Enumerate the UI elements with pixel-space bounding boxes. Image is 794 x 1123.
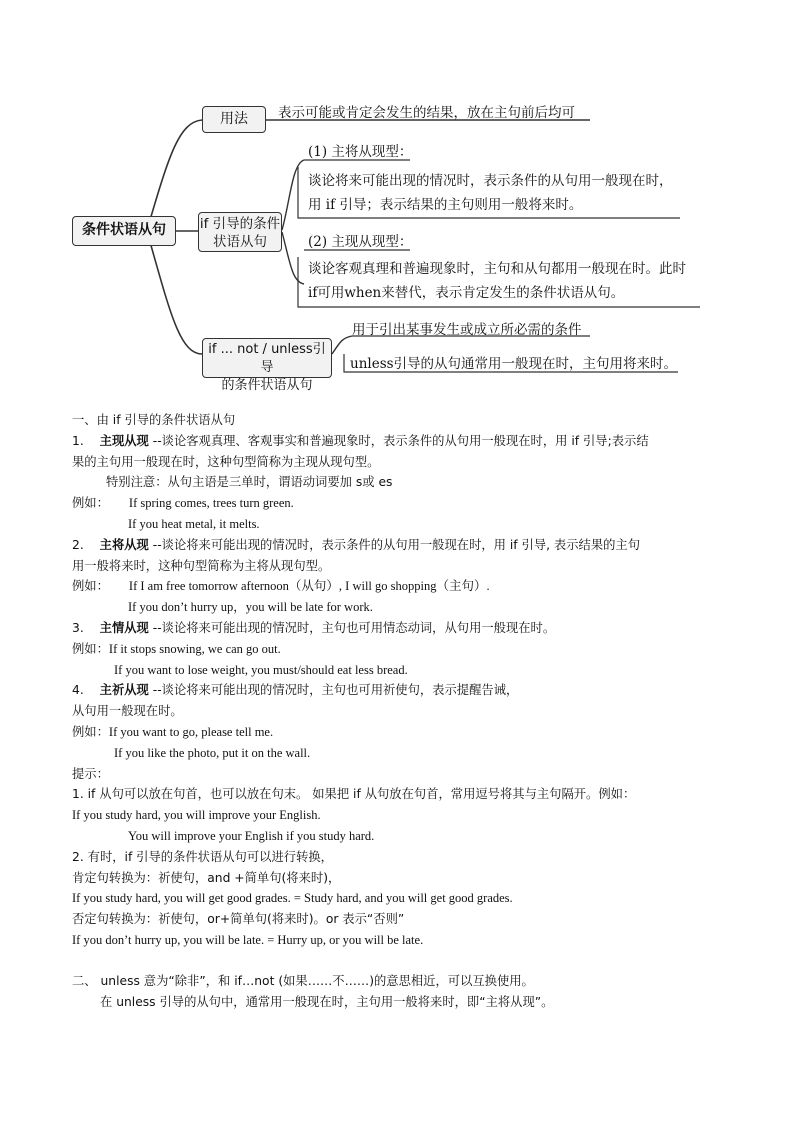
item2-example1 [72, 576, 732, 597]
tip2: 2. 有时，if 引导的条件状语从句可以进行转换， [72, 849, 333, 864]
if-clause-label-line1: if 引导的条件 [199, 216, 281, 232]
item1-example-label: 例如： [72, 496, 109, 511]
unless-node [202, 338, 332, 393]
item4-example2: If you like the photo, put it on the wall. [114, 745, 311, 760]
type1-line2: 用 if 引导；表示结果的主句则用一般将来时。 [308, 196, 583, 213]
item2-example-label: 例如： [72, 579, 109, 594]
type1-line1: 谈论将来可能出现的情况时，表示条件的从句用一般现在时， [308, 173, 673, 189]
item4-line2: 从句用一般现在时。 [72, 704, 183, 719]
item4-example1-text: If you want to go, please tell me. [108, 724, 274, 739]
unless-text1: 用于引出某事发生或成立所必需的条件 [352, 322, 582, 338]
item2-example2: If you don’t hurry up，you will be late for work. [128, 600, 373, 615]
item4-text-a: --谈论将来可能出现的情况时，主句也可用祈使句，表示提醒告诫， [148, 683, 519, 698]
item2-title: 主将从现 [99, 537, 149, 552]
item3-line1 [72, 618, 732, 639]
item3-example1-text: If it stops snowing, we can go out. [108, 641, 281, 656]
item3-text: --谈论将来可能出现的情况时，主句也可用情态动词，从句用一般现在时。 [148, 620, 556, 635]
unless-text2: unless引导的从句通常用一般现在时，主句用将来时。 [350, 356, 678, 372]
tip2-negative: 否定句转换为：祈使句，or+简单句(将来时)。or 表示“否则” [72, 912, 405, 927]
section2-line1: 二、 unless 意为“除非”，和 if…not (如果……不……)的意思相近，可以互换使用。 [72, 973, 534, 988]
tip1-example2: You will improve your English if you study hard. [128, 828, 375, 843]
item1-example1-text: If spring comes, trees turn green. [128, 496, 294, 511]
item4-example1 [72, 722, 732, 743]
tips-label: 提示： [72, 766, 109, 781]
item3-number: 3. [72, 620, 84, 635]
item3-example-label: 例如： [72, 641, 109, 656]
item3-example1 [72, 639, 732, 660]
mind-map-root [72, 216, 176, 246]
item4-number: 4. [72, 683, 84, 698]
usage-node [202, 106, 266, 133]
item2-line2: 用一般将来时，这种句型简称为主将从现句型。 [72, 558, 331, 573]
unless-label-line2: 的条件状语从句 [221, 378, 313, 393]
type2-line2: if可用when来替代，表示肯定发生的条件状语从句。 [308, 284, 625, 301]
tip1: 1. if 从句可以放在句首，也可以放在句末。 如果把 if 从句放在句首，常用逗号将其与主句隔开。例如： [72, 787, 636, 802]
unless-label-line1: if ... not / unless引导 [208, 342, 326, 375]
type2-line1: 谈论客观真理和普遍现象时，主句和从句都用一般现在时。此时 [308, 261, 686, 277]
type2-title: (2) 主现从现型： [308, 234, 413, 250]
tip2-negative-example: If you don’t hurry up, you will be late. = Hurry up, or you will be late. [72, 932, 424, 947]
if-clause-label-line2: 状语从句 [213, 234, 267, 250]
item1-note: 特别注意：从句主语是三单时，谓语动词要加 s或 es [106, 475, 393, 490]
item3-title: 主情从现 [99, 620, 149, 635]
section2-line2: 在 unless 引导的从句中，通常用一般现在时，主句用一般将来时，即“主将从现”。 [100, 994, 554, 1009]
section-spacer [72, 951, 732, 971]
item2-text-a: --谈论将来可能出现的情况时，表示条件的从句用一般现在时，用 if 引导, 表示结果的主句 [148, 537, 641, 552]
tip1-example1: If you study hard, you will improve your English. [72, 808, 321, 823]
item1-example2: If you heat metal, it melts. [128, 516, 260, 531]
item1-example1 [72, 493, 732, 514]
item1-title: 主现从现 [99, 433, 149, 448]
section1-heading: 一、由 if 引导的条件状语从句 [72, 413, 236, 427]
item2-line1 [72, 535, 732, 556]
item1-line1 [72, 431, 732, 452]
lesson-content [72, 410, 732, 1012]
item4-title: 主祈从现 [99, 683, 149, 698]
item1-number: 1. [72, 433, 84, 448]
type2-description [308, 258, 686, 305]
item2-example1-text: If I am free tomorrow afternoon（从句）, I will go shopping（主句）. [128, 579, 490, 594]
mind-map [60, 92, 710, 392]
item3-example2: If you want to lose weight, you must/should eat less bread. [114, 662, 408, 677]
type1-description [308, 170, 673, 217]
tip2-positive: 肯定句转换为：祈使句，and +简单句(将来时)， [72, 870, 341, 885]
usage-text: 表示可能或肯定会发生的结果，放在主句前后均可 [278, 105, 575, 121]
item4-line1 [72, 680, 732, 701]
root-label: 条件状语从句 [82, 222, 166, 238]
item2-number: 2. [72, 537, 84, 552]
if-clause-node [198, 212, 282, 252]
item4-example-label: 例如： [72, 724, 109, 739]
item1-line2: 果的主句用一般现在时，这种句型简称为主现从现句型。 [72, 454, 380, 469]
tip2-positive-example: If you study hard, you will get good grades. = Study hard, and you will get good grades. [72, 891, 513, 906]
item1-text-a: --谈论客观真理、客观事实和普遍现象时，表示条件的从句用一般现在时，用 if 引导;表示结 [148, 433, 649, 448]
usage-label: 用法 [220, 111, 248, 127]
type1-title: (1) 主将从现型： [308, 144, 413, 160]
